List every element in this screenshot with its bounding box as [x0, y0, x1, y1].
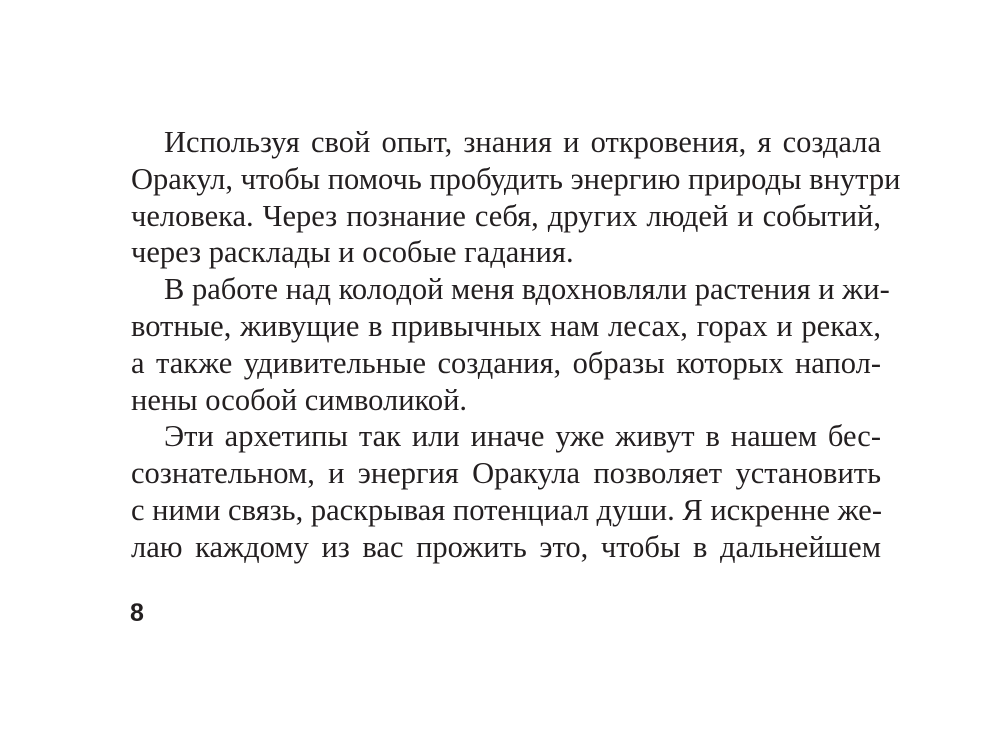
- paragraph-3-line-4: лаю каждому из вас прожить это, чтобы в дальнейшем: [131, 529, 881, 564]
- paragraph-1-line-2: Оракул, чтобы помочь пробудить энергию природы внутри: [131, 161, 901, 196]
- paragraph-1-line-3: человека. Через познание себя, других людей и событий,: [131, 198, 881, 233]
- paragraph-2-line-2: вотные, живущие в привычных нам лесах, горах и реках,: [131, 308, 881, 343]
- body-text: [131, 124, 901, 566]
- paragraph-1-line-4: через расклады и особые гадания.: [131, 235, 574, 270]
- paragraph-3-line-2: сознательном, и энергия Оракула позволяет установить: [131, 456, 881, 491]
- page-number: 8: [130, 599, 144, 627]
- paragraph-1-line-1: Используя свой опыт, знания и откровения, я создала: [164, 125, 881, 159]
- paragraph-2-line-3: а также удивительные создания, образы которых напол-: [131, 345, 881, 380]
- paragraph-3-line-3: с ними связь, раскрывая потенциал души. Я искренне же-: [131, 492, 882, 527]
- paragraph-2-line-4: нены особой символикой.: [131, 382, 468, 417]
- paragraph-3-line-1: Эти архетипы так или иначе уже живут в нашем бес-: [164, 419, 881, 454]
- paragraph-2-line-1: В работе над колодой меня вдохновляли растения и жи-: [164, 272, 890, 307]
